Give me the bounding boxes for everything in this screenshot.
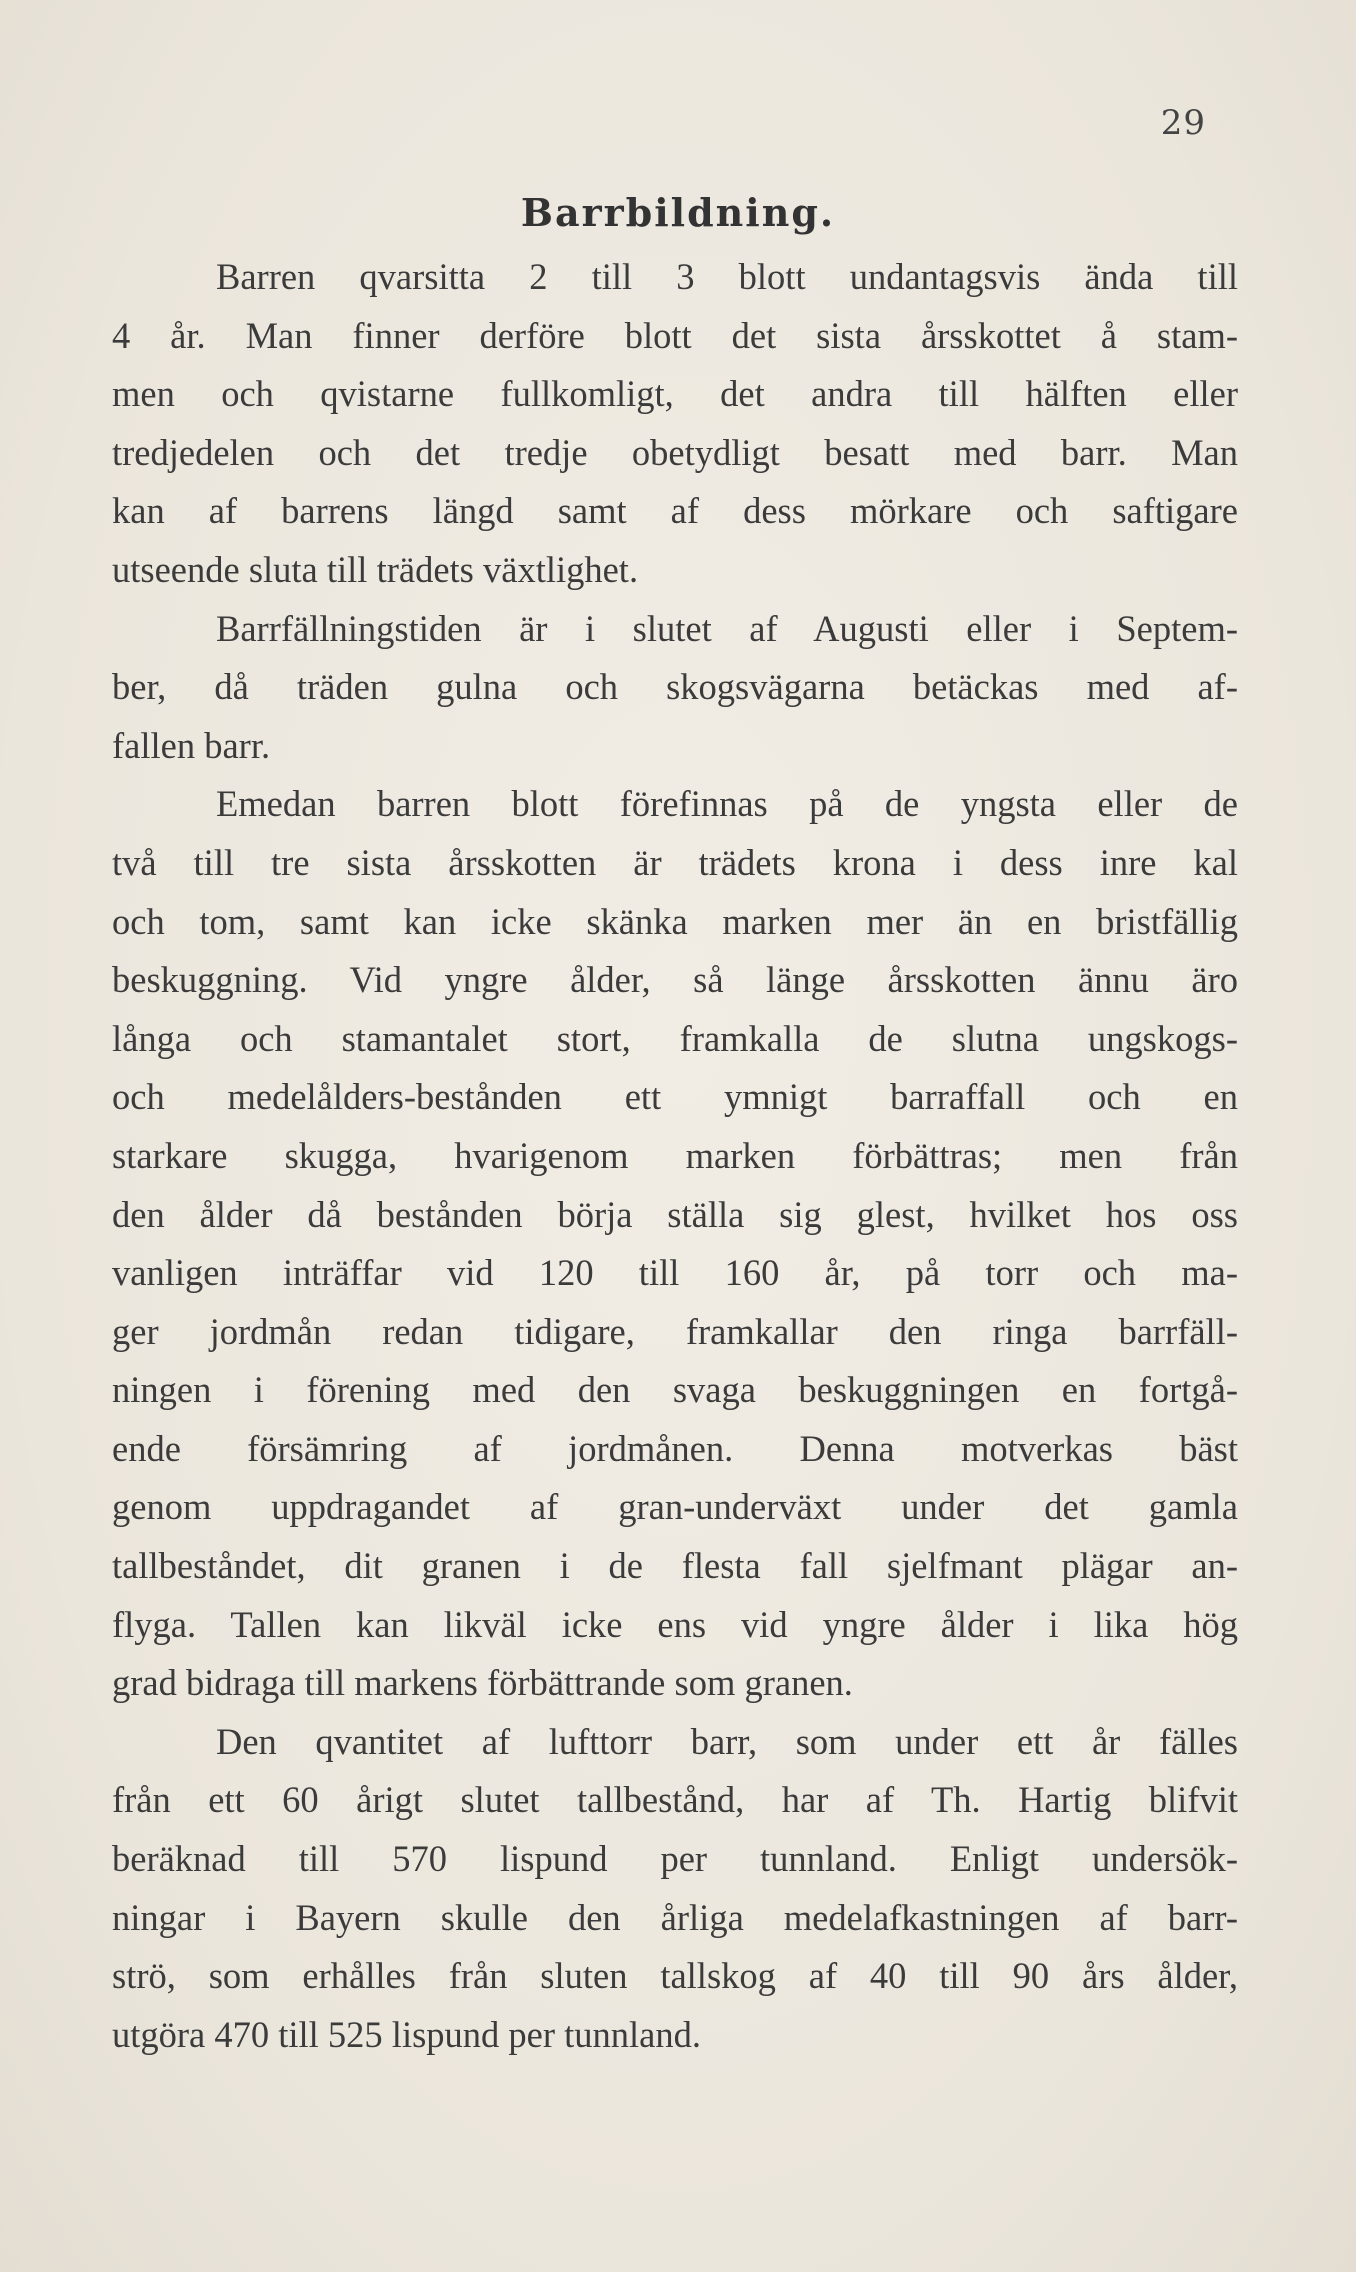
paragraph-2 [112, 600, 1238, 776]
text-line: tallbeståndet, dit granen i de flesta fall sjelfmant plägar an- [112, 1545, 1238, 1587]
text-line: från ett 60 årigt slutet tallbestånd, har af Th. Hartig blifvit [112, 1779, 1238, 1821]
text-line: utgöra 470 till 525 lispund per tunnland. [112, 2013, 702, 2055]
text-line: och tom, samt kan icke skänka marken mer än en bristfällig [112, 900, 1238, 942]
paragraph-3 [112, 775, 1238, 1713]
text-line: ger jordmån redan tidigare, framkallar den ringa barrfäll- [112, 1310, 1238, 1352]
text-line: starkare skugga, hvarigenom marken förbättras; men från [112, 1134, 1238, 1176]
text-line: ende försämring af jordmånen. Denna motverkas bäst [112, 1427, 1238, 1469]
paragraph-4 [112, 1713, 1238, 2065]
text-line: kan af barrens längd samt af dess mörkare och saftigare [112, 490, 1238, 532]
paragraph-1 [112, 248, 1238, 600]
text-line: fallen barr. [112, 724, 271, 766]
text-line: 4 år. Man finner derföre blott det sista årsskottet å stam- [112, 314, 1238, 356]
text-line: strö, som erhålles från sluten tallskog af 40 till 90 års ålder, [112, 1955, 1238, 1997]
text-line: två till tre sista årsskotten är trädets krona i dess inre kal [112, 841, 1238, 883]
body-text [112, 248, 1238, 2064]
text-line: Barrfällningstiden är i slutet af Augusti eller i Septem- [216, 607, 1238, 649]
text-line: grad bidraga till markens förbättrande som granen. [112, 1662, 853, 1704]
text-line: genom uppdragandet af gran-underväxt under det gamla [112, 1486, 1238, 1528]
section-heading: Barrbildning. [520, 190, 836, 235]
text-line: tredjedelen och det tredje obetydligt besatt med barr. Man [112, 431, 1238, 473]
text-line: ber, då träden gulna och skogsvägarna betäckas med af- [112, 666, 1238, 708]
text-line: långa och stamantalet stort, framkalla de slutna ungskogs- [112, 1017, 1238, 1059]
text-line: beräknad till 570 lispund per tunnland. Enligt undersök- [112, 1838, 1238, 1880]
text-line: Den qvantitet af lufttorr barr, som under ett år fälles [216, 1720, 1238, 1762]
text-line: vanligen inträffar vid 120 till 160 år, på torr och ma- [112, 1252, 1238, 1294]
text-line: ningen i förening med den svaga beskuggningen en fortgå- [112, 1369, 1238, 1411]
text-line: flyga. Tallen kan likväl icke ens vid yngre ålder i lika hög [112, 1603, 1238, 1645]
text-line: den ålder då bestånden börja ställa sig glest, hvilket hos oss [112, 1193, 1238, 1235]
text-line: utseende sluta till trädets växtlighet. [112, 548, 639, 590]
text-line: Barren qvarsitta 2 till 3 blott undantagsvis ända till [216, 256, 1238, 297]
text-line: Emedan barren blott förefinnas på de yngsta eller de [216, 783, 1238, 825]
text-line: beskuggning. Vid yngre ålder, så länge årsskotten ännu äro [112, 959, 1238, 1001]
page-number: 29 [1160, 103, 1206, 143]
text-line: och medelålders-bestånden ett ymnigt barraffall och en [112, 1076, 1238, 1118]
text-line: ningar i Bayern skulle den årliga medelafkastningen af barr- [112, 1896, 1238, 1938]
text-line: men och qvistarne fullkomligt, det andra till hälften eller [112, 373, 1238, 415]
